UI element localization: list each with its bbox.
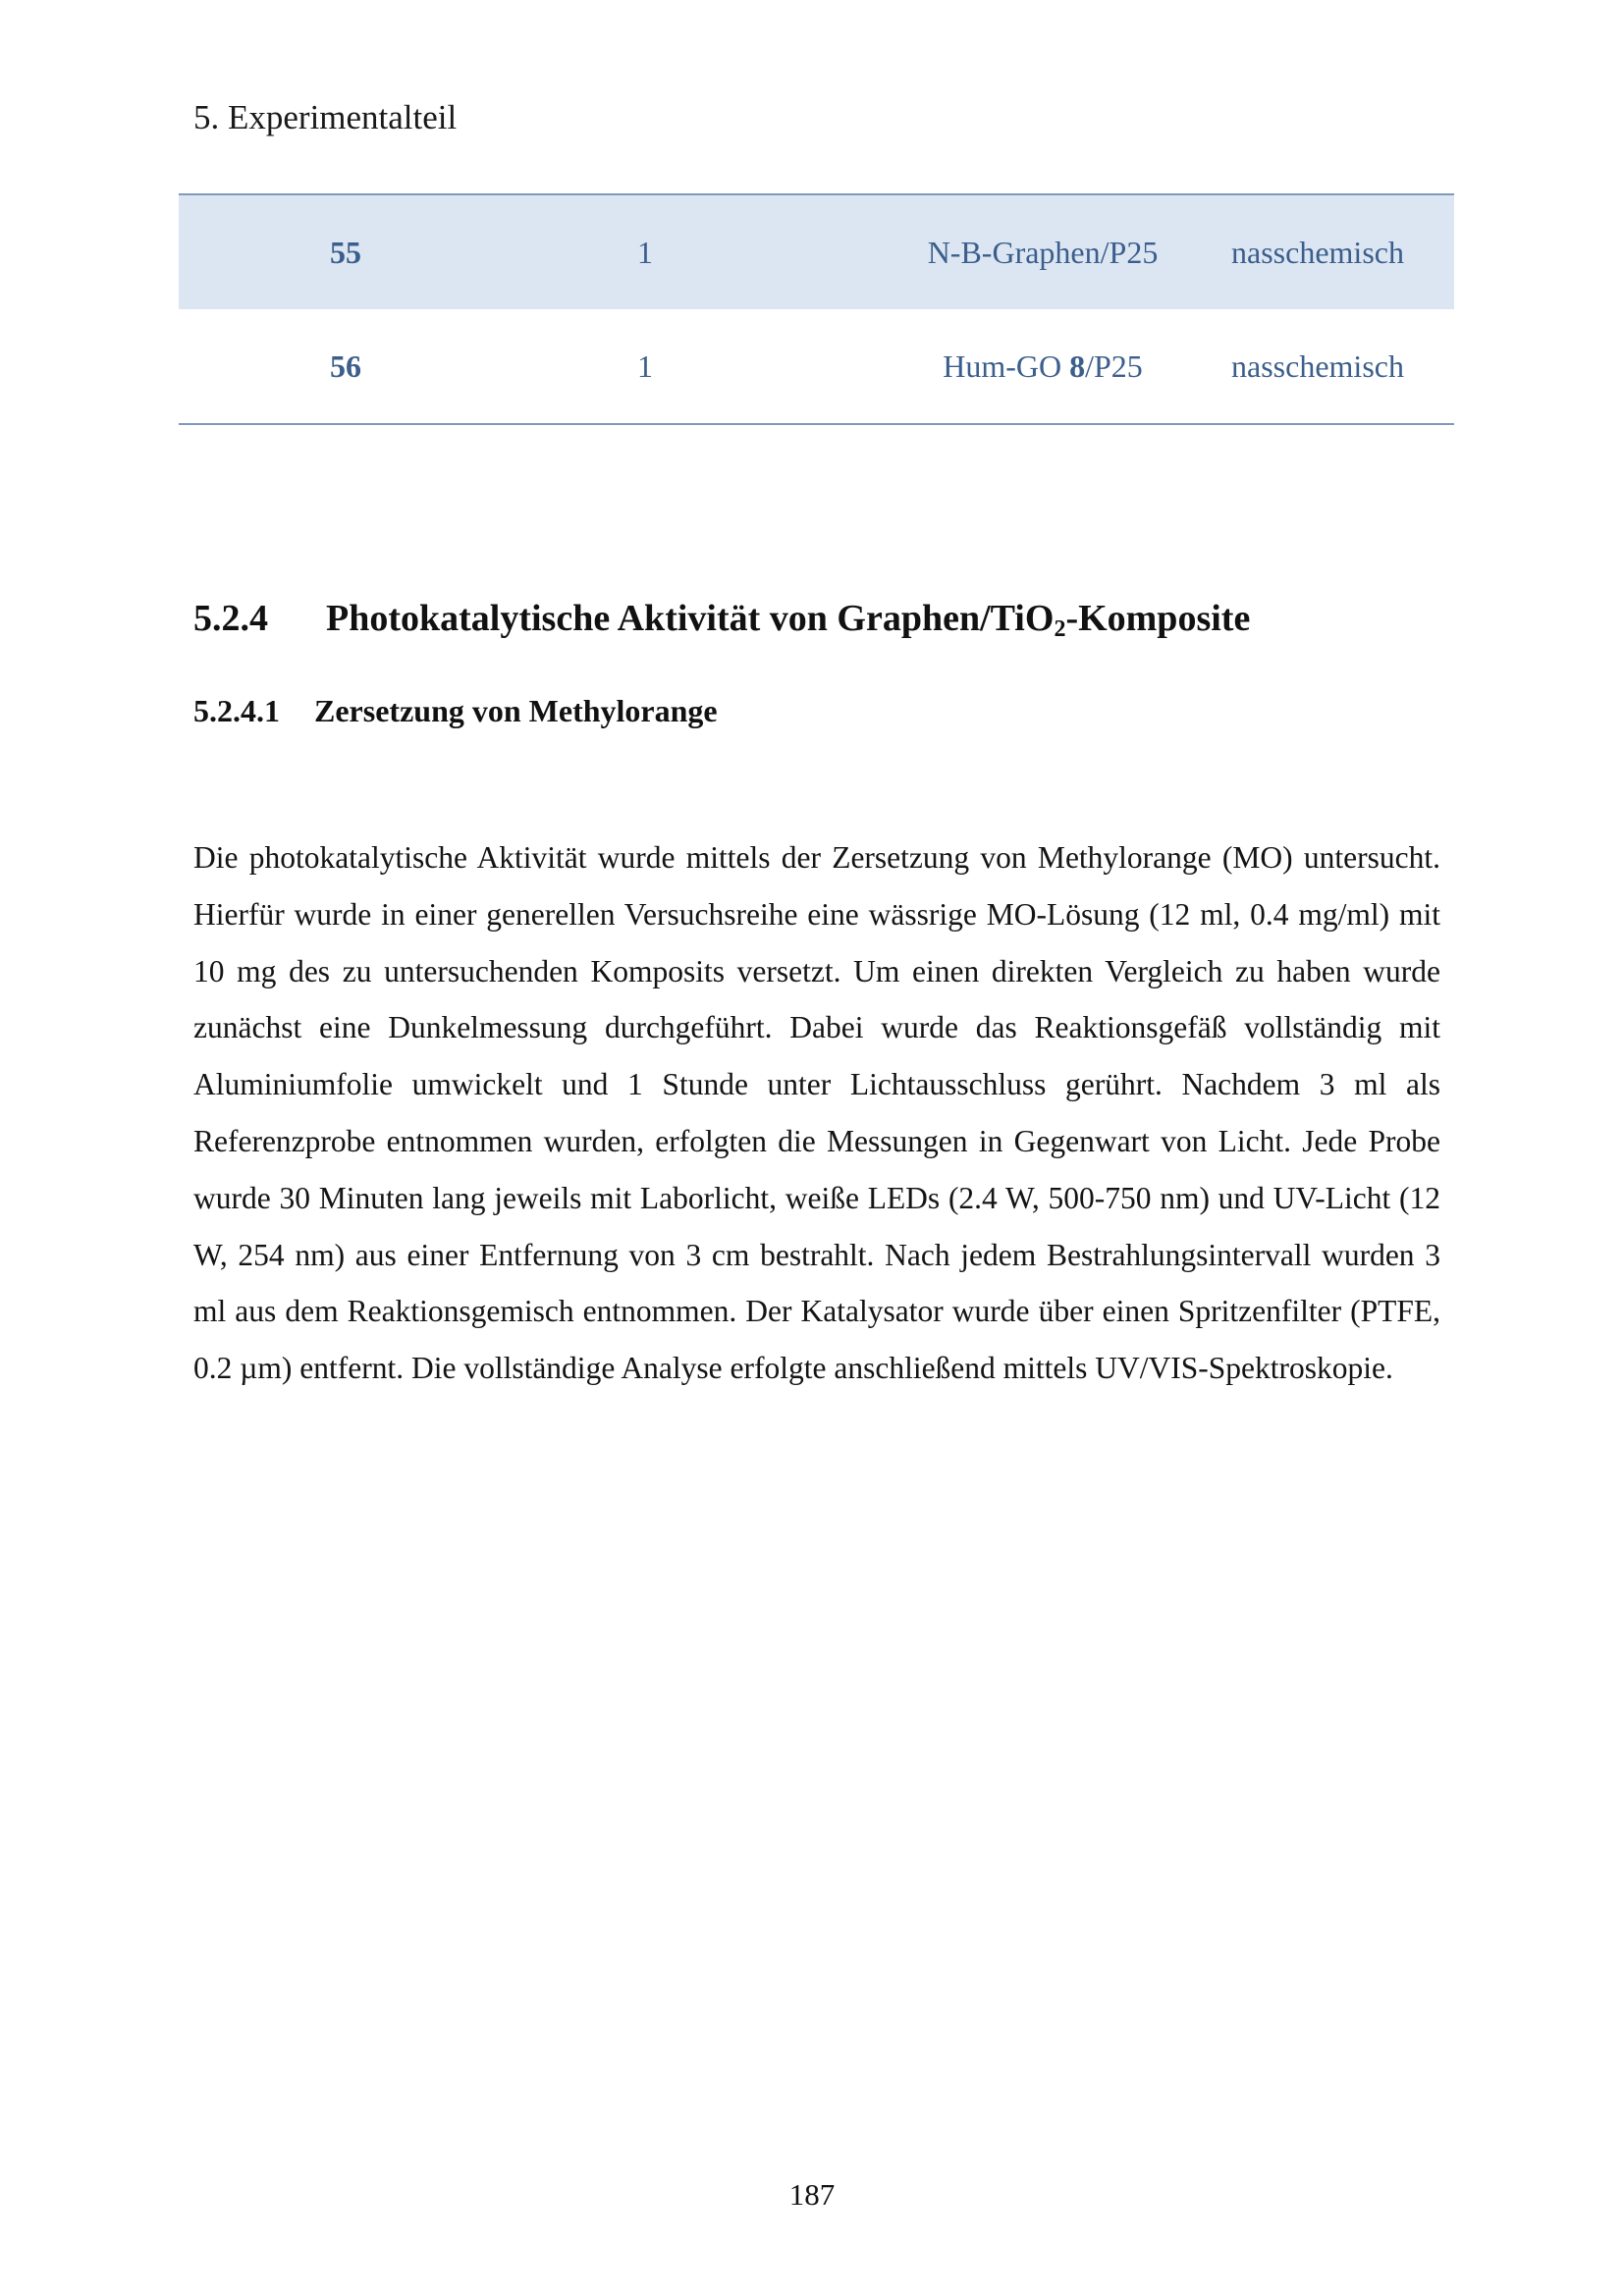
section-title-post: -Komposite [1065, 598, 1251, 639]
cell-sample-id: 55 [330, 235, 361, 270]
body-paragraph: Die photokatalytische Aktivität wurde mittels der Zersetzung von Methylorange (MO) untersucht. Hierfür wurde in einer generellen Versuchsreihe eine wässrige MO-Lösung (12 ml, 0.4 mg/ml) mit 10 mg des zu untersuchenden Komposits versetzt. Um einen direkten Vergleich zu haben wurde zunächst eine Dunkelmessung durchgeführt. Dabei wurde das Reaktionsgefäß vollständig mit Aluminiumfolie umwickelt und 1 Stunde unter Lichtausschluss gerührt. Nachdem 3 ml als Referenzprobe entnommen wurden, erfolgten die Messungen in Gegenwart von Licht. Jede Probe wurde 30 Minuten lang jeweils mit Laborlicht, weiße LEDs (2.4 W, 500-750 nm) und UV-Licht (12 W, 254 nm) aus einer Entfernung von 3 cm bestrahlt. Nach jedem Bestrahlungsintervall wurden 3 ml aus dem Reaktionsgemisch entnommen. Der Katalysator wurde über einen Spritzenfilter (PTFE, 0.2 µm) entfernt. Die vollständige Analyse erfolgte anschließend mittels UV/VIS-Spektroskopie. [193, 840, 1440, 1386]
cell-method: nasschemisch [1231, 348, 1404, 384]
cell-material [846, 309, 1239, 423]
subsection-heading [193, 689, 718, 732]
running-header: 5. Experimentalteil [193, 98, 458, 136]
material-compound-number: 8 [1069, 348, 1086, 384]
material-suffix: /P25 [1085, 348, 1143, 384]
subsection-title: Zersetzung von Methylorange [314, 693, 718, 728]
cell-material: N-B-Graphen/P25 [927, 235, 1159, 270]
cell-amount: 1 [637, 348, 653, 384]
table-row [179, 309, 1454, 423]
table-row [179, 195, 1454, 309]
cell-method: nasschemisch [1231, 235, 1404, 270]
section-number: 5.2.4 [193, 598, 268, 639]
page-number: 187 [788, 2177, 836, 2212]
cell-sample-id: 56 [330, 348, 361, 384]
material-prefix: Hum-GO [943, 348, 1070, 384]
section-heading [193, 593, 1250, 644]
cell-amount: 1 [637, 235, 653, 270]
subsection-number: 5.2.4.1 [193, 693, 280, 728]
sample-table [179, 193, 1454, 425]
section-title-subscript: 2 [1054, 616, 1066, 642]
section-title-pre: Photokatalytische Aktivität von Graphen/TiO [326, 598, 1055, 639]
